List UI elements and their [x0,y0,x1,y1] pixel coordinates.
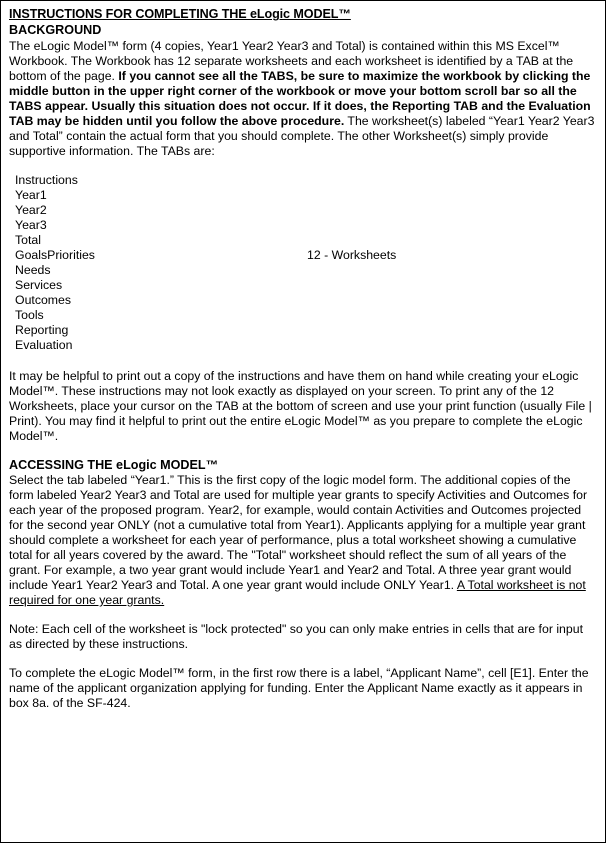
list-item [9,338,597,353]
accessing-p1-part1: Select the tab labeled “Year1.” This is the first copy of the logic model form. The additional copies of the form labeled Year2 Year3 and Total are used for multiple year grants to specify Activities and Outcomes for each year of the proposed program. Year2, for example, would contain Activities and Outcomes projected for the second year ONLY (not a cumulative total from Year1). Applicants applying for a multiple year grant should complete a worksheet for each year of performance, plus a total worksheet showing a cumulative total for all years covered by the award. The "Total" worksheet should reflect the sum of all years of the grant. For example, a two year grant would include Year1 and Year2 and Total. A three year grant would include Year1 Year2 Year3 and Total. A one year grant would include ONLY Year1. [9,473,588,593]
background-p1-part3: The worksheet(s) labeled “Year1 Year2 Year3 and Total” contain the actual form that you should complete. The other Worksheet(s) simply provide supportive information. The TABs are: [9,113,595,158]
list-item [9,308,597,323]
tab-name: Instructions [15,172,78,187]
background-paragraph-2: It may be helpful to print out a copy of the instructions and have them on hand while creating your eLogic Model™. These instructions may not look exactly as displayed on your screen. To print any of the 12 Worksheets, place your cursor on the TAB at the bottom of screen and use your print function (usually File | Print). You may find it helpful to print out the entire eLogic Model™ as you prepare to complete the eLogic Model™. [9,368,592,443]
document-content [1,1,605,711]
list-item [9,218,597,233]
accessing-paragraph-3: To complete the eLogic Model™ form, in the first row there is a label, “Applicant Name”, cell [E1]. Enter the name of the applicant organization applying for funding. Enter the Applicant Name exactly as it appears in box 8a. of the SF-424. [9,666,589,711]
list-item [9,233,597,248]
tab-name: Reporting [15,322,69,337]
section-heading-accessing: ACCESSING THE eLogic MODEL™ [9,457,219,472]
background-paragraph-1 [9,39,597,159]
tab-name: Services [15,277,63,292]
background-p1-emphasis: If you cannot see all the TABS, be sure to maximize the workbook by clicking the middle button in the upper right corner of the workbook or move your bottom scroll bar so all the TABS appear. Usually this situation does not occur. If it does, the Reporting TAB and the Evaluation TAB may be hidden until you follow the above procedure. [9,68,591,128]
accessing-p1-underlined: A Total worksheet is not required for one year grants. [9,578,586,608]
tab-note: 12 - Worksheets [307,247,397,262]
list-item [9,173,597,188]
accessing-note-paragraph: Note: Each cell of the worksheet is "lock protected" so you can only make entries in cells that are for input as directed by these instructions. [9,622,583,652]
tab-name: Year2 [15,202,47,217]
tab-name: Tools [15,307,44,322]
tab-name: Year3 [15,217,47,232]
accessing-paragraph-1 [9,473,597,608]
document-title: INSTRUCTIONS FOR COMPLETING THE eLogic MODEL™ [9,7,351,21]
tab-name: Total [15,232,41,247]
worksheet-tab-list [9,173,597,353]
list-item [9,248,597,263]
tab-name: Evaluation [15,337,73,352]
list-item [9,203,597,218]
list-item [9,293,597,308]
list-item [9,278,597,293]
background-p1-part1: The eLogic Model™ form (4 copies, Year1 Year2 Year3 and Total) is contained within this MS Excel™ Workbook. The Workbook has 12 separate worksheets and each worksheet is identified by a TAB at the bottom of the page. [9,38,574,83]
tab-name: Year1 [15,187,47,202]
list-item [9,323,597,338]
list-item [9,188,597,203]
section-heading-background: BACKGROUND [9,23,102,38]
list-item [9,263,597,278]
tab-name: Needs [15,262,51,277]
tab-name: GoalsPriorities [15,247,95,262]
tab-name: Outcomes [15,292,72,307]
